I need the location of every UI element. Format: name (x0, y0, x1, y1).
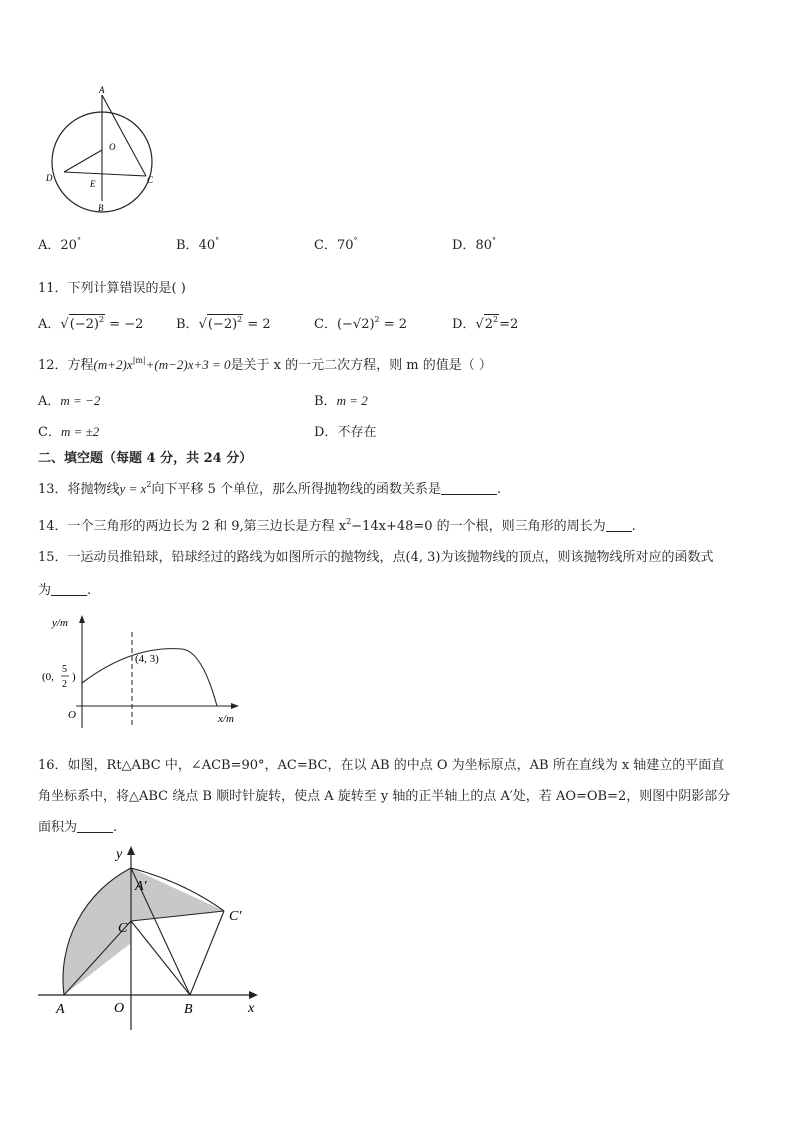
label-y: y (116, 847, 123, 862)
label-x: x (248, 1001, 255, 1016)
y-axis-arrow-icon (127, 846, 135, 855)
q14-stem: 14．一个三角形的两边长为 2 和 9,第三边长是方程 $x^2-14x+48=0$ 的一个根，则三角形的周长为 . (38, 517, 636, 534)
label-b: B (184, 1002, 193, 1017)
start-point-label-close: ) (72, 671, 76, 683)
origin-label: O (68, 709, 76, 721)
y-axis-arrow-icon (79, 615, 85, 623)
chord-ac (102, 95, 146, 176)
q16-line1: 16．如图，Rt△ABC 中，∠ACB=90°，AC=BC，在以 AB 的中点 O 为坐标原点，AB 所在直线为 x 轴建立的平面直 (38, 758, 725, 773)
label-a: A (99, 85, 105, 95)
q16-line2: 角坐标系中，将△ABC 绕点 B 顺时针旋转，使点 A 旋转至 y 轴的正半轴上的点 A′处，若 AO=OB=2，则图中阴影部分 (38, 789, 731, 804)
segment-c-prime-b (190, 911, 224, 995)
label-e: E (90, 179, 96, 189)
q11-stem: 11．下列计算错误的是( ) (38, 281, 186, 296)
q15-line1: 15．一运动员推铅球，铅球经过的路线为如图所示的抛物线，点(4, 3)为该抛物线的顶点，则该抛物线所对应的函数式 (38, 550, 714, 565)
q10-option-c[interactable]: C．70° (314, 236, 358, 253)
x-axis-label: x/m (218, 713, 234, 725)
segment-do (64, 150, 102, 172)
parabola-figure (34, 610, 264, 735)
chord-dc (64, 172, 146, 176)
label-c-prime: C′ (229, 909, 242, 924)
vertex-label: (4, 3) (135, 653, 159, 665)
section-heading-fill-in: 二、填空题（每题 4 分，共 24 分） (38, 451, 253, 466)
q10-option-b[interactable]: B．40° (176, 236, 220, 253)
q16-answer-blank[interactable] (77, 820, 113, 833)
label-o: O (114, 1001, 125, 1016)
q11-option-d[interactable]: D．$√2^2=2$ (452, 315, 519, 332)
q11-option-c[interactable]: C．$(-√2)^2 = 2$ (314, 315, 408, 332)
label-a-prime: A′ (135, 879, 147, 894)
q14-answer-blank[interactable] (606, 519, 632, 532)
q12-option-c[interactable]: C．m = ±2 (38, 424, 100, 440)
x-axis-arrow-icon (231, 703, 239, 709)
y-axis-label: y/m (52, 617, 68, 629)
label-c: C (147, 175, 154, 185)
label-c: C (118, 921, 128, 936)
circle-figure (40, 80, 170, 220)
q12-option-d[interactable]: D．不存在 (314, 425, 377, 440)
label-d: D (46, 173, 53, 183)
q11-option-a[interactable]: A．$√(-2)^2 = -2$ (38, 315, 144, 332)
label-a: A (56, 1002, 65, 1017)
label-o: O (109, 142, 116, 152)
q15-answer-blank[interactable] (51, 583, 87, 596)
q10-option-a[interactable]: A．20° (38, 236, 81, 253)
q11-option-b[interactable]: B．$√(-2)^2 = 2$ (176, 315, 271, 332)
label-b: B (98, 203, 104, 213)
q16-line3: 面积为 . (38, 820, 118, 835)
q15-line2: 为 . (38, 583, 92, 598)
start-point-label-open: (0, (42, 671, 54, 683)
rotation-figure (34, 840, 274, 1030)
q10-option-d[interactable]: D．80° (452, 236, 496, 253)
q13-stem: 13．将抛物线$y = x^2$向下平移 5 个单位，那么所得抛物线的函数关系是 . (38, 480, 502, 497)
q13-answer-blank[interactable] (441, 482, 497, 495)
start-point-numerator: 5 (62, 664, 67, 675)
q12-option-a[interactable]: A．m = −2 (38, 393, 101, 409)
start-point-denominator: 2 (62, 679, 67, 690)
q12-stem: 12．方程$(m+2)x^{|m|}+(m-2)x+3 = 0$是关于 x 的一元二次方程，则 m 的值是（ ） (38, 356, 492, 373)
q12-option-b[interactable]: B．m = 2 (314, 393, 368, 409)
x-axis-arrow-icon (249, 991, 258, 999)
